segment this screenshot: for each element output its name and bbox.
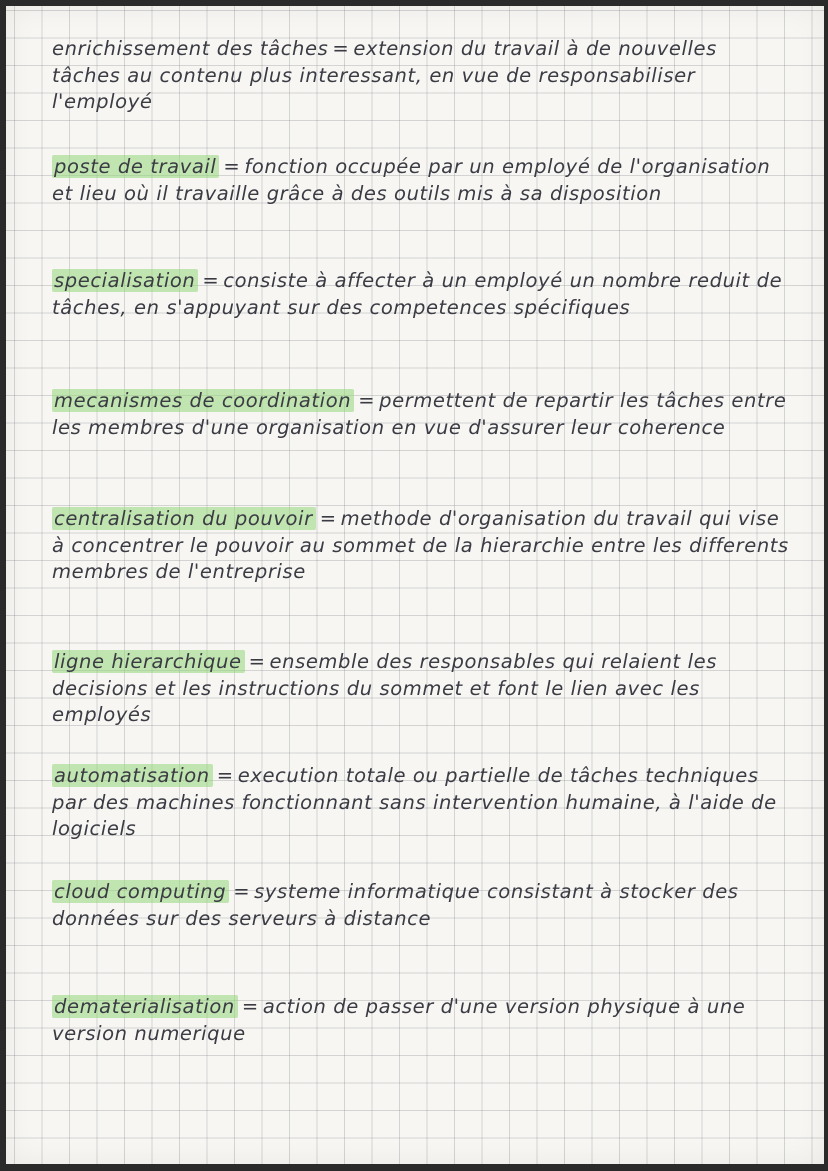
definition-entry-cloud-computing [52, 879, 792, 932]
definition-text: systeme informatique consistant à stocker des données sur des serveurs à distance [52, 880, 739, 930]
definition-entry-enrichissement [52, 36, 792, 116]
definition-text: consiste à affecter à un employé un nombre reduit de tâches, en s'appuyant sur des competences spécifiques [52, 269, 783, 319]
definition-entry-ligne-hierarchique [52, 649, 792, 729]
definition-text: methode d'organisation du travail qui vise à concentrer le pouvoir au sommet de la hierarchie entre les differents membres de l'entreprise [52, 507, 789, 583]
definition-text: extension du travail à de nouvelles tâches au contenu plus interessant, en vue de responsabiliser l'employé [52, 37, 717, 113]
term-label: centralisation du pouvoir [52, 507, 316, 530]
term-label: dematerialisation [52, 995, 238, 1018]
term-label: ligne hierarchique [52, 650, 245, 673]
separator: = [223, 155, 241, 178]
definition-text: execution totale ou partielle de tâches techniques par des machines fonctionnant sans intervention humaine, à l'aide de logiciels [52, 764, 777, 840]
definition-entry-centralisation-du-pouvoir [52, 506, 792, 586]
term-label: mecanismes de coordination [52, 389, 354, 412]
definition-entry-poste-de-travail [52, 154, 792, 207]
definition-text: action de passer d'une version physique à une version numerique [52, 995, 746, 1045]
definition-text: ensemble des responsables qui relaient les decisions et les instructions du sommet et font le lien avec les employés [52, 650, 717, 726]
separator: = [248, 650, 266, 673]
definition-text: fonction occupée par un employé de l'organisation et lieu où il travaille grâce à des outils mis à sa disposition [52, 155, 771, 205]
definition-text: permettent de repartir les tâches entre les membres d'une organisation en vue d'assurer leur coherence [52, 389, 787, 439]
definition-entry-automatisation [52, 763, 792, 843]
term-label: automatisation [52, 764, 213, 787]
separator: = [358, 389, 376, 412]
separator: = [332, 37, 350, 60]
term-label: enrichissement des tâches [52, 37, 329, 60]
definition-entry-mecanismes-de-coordination [52, 388, 792, 441]
separator: = [233, 880, 251, 903]
notebook-page [6, 6, 824, 1164]
separator: = [216, 764, 234, 787]
term-label: specialisation [52, 269, 198, 292]
separator: = [202, 269, 220, 292]
definition-entry-specialisation [52, 268, 792, 321]
separator: = [241, 995, 259, 1018]
term-label: poste de travail [52, 155, 219, 178]
separator: = [319, 507, 337, 530]
definition-entry-dematerialisation [52, 994, 792, 1047]
term-label: cloud computing [52, 880, 229, 903]
